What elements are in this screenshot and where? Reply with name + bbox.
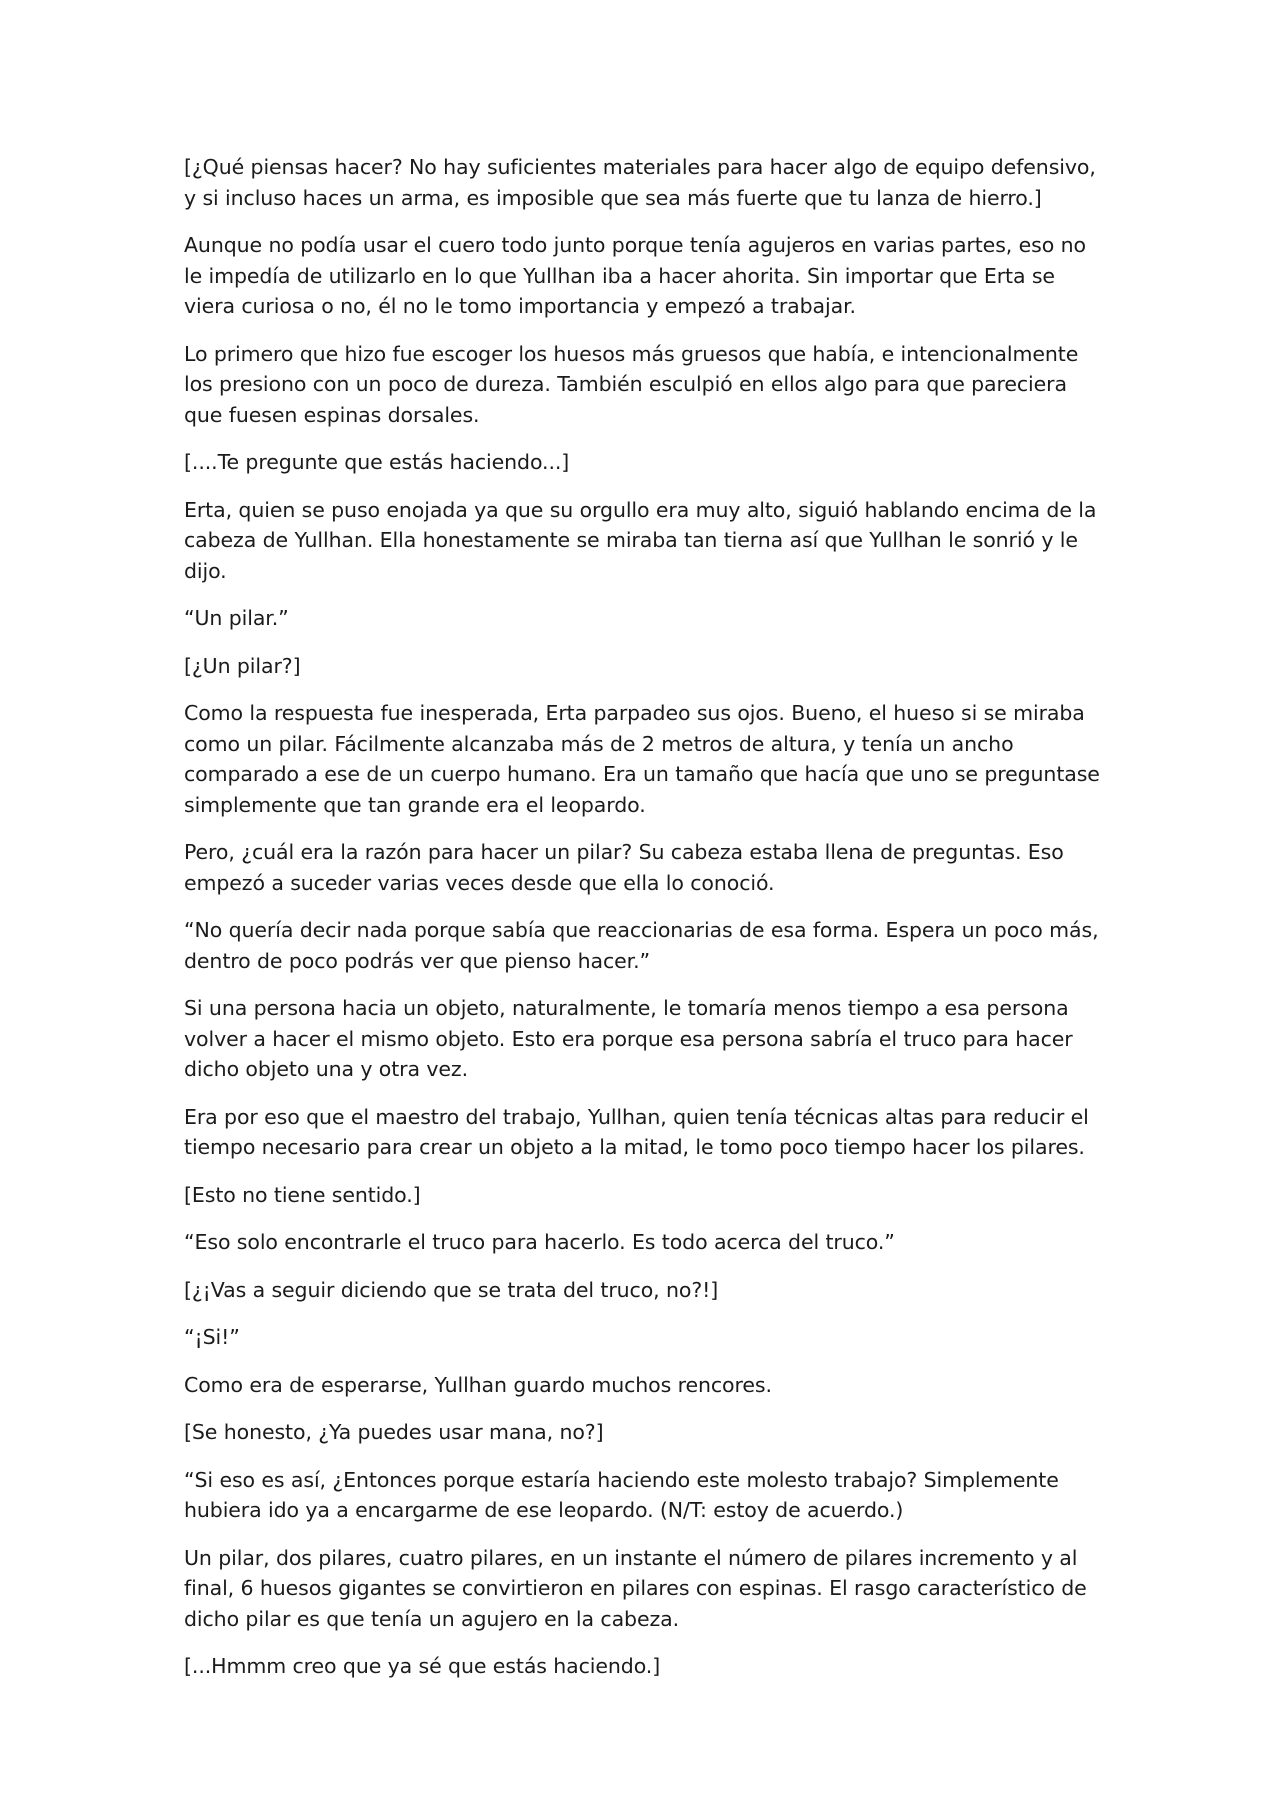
paragraph-4: [....Te pregunte que estás haciendo...] [184,450,570,474]
paragraph-11: Si una persona hacia un objeto, naturalmente, le tomaría menos tiempo a esa persona volver a hacer el mismo objeto. Esto era porque esa persona sabría el truco para hacer dicho objeto una y otra vez. [184,996,1073,1081]
paragraph-2: Aunque no podía usar el cuero todo junto porque tenía agujeros en varias partes, eso no le impedía de utilizarlo en lo que Yullhan iba a hacer ahorita. Sin importar que Erta se viera curiosa o no, él no le tomo importancia y empezó a trabajar. [184,233,1086,318]
paragraph-21: [...Hmmm creo que ya sé que estás haciendo.] [184,1654,661,1678]
paragraph-7: [¿Un pilar?] [184,653,301,678]
paragraph-12: Era por eso que el maestro del trabajo, Yullhan, quien tenía técnicas altas para reducir el tiempo necesario para crear un objeto a la mitad, le tomo poco tiempo hacer los pilares. [184,1104,1089,1159]
paragraph-1: [¿Qué piensas hacer? No hay suficientes materiales para hacer algo de equipo defensivo, y si incluso haces un arma, es imposible que sea más fuerte que tu lanza de hierro.] [184,155,1096,210]
paragraph-5: Erta, quien se puso enojada ya que su orgullo era muy alto, siguió hablando encima de la cabeza de Yullhan. Ella honestamente se miraba tan tierna así que Yullhan le sonrió y le dijo. [184,497,1097,583]
paragraph-14: “Eso solo encontrarle el truco para hacerlo. Es todo acerca del truco.” [184,1230,895,1254]
paragraph-16: “¡Si!” [184,1325,240,1349]
paragraph-3: Lo primero que hizo fue escoger los huesos más gruesos que había, e intencionalmente los presiono con un poco de dureza. También esculpió en ellos algo para que pareciera que fuesen espinas dorsales. [184,341,1079,427]
paragraph-13: [Esto no tiene sentido.] [184,1182,421,1207]
paragraph-18: [Se honesto, ¿Ya puedes usar mana, no?] [184,1420,604,1444]
paragraph-6: “Un pilar.” [184,606,289,630]
paragraph-8: Como la respuesta fue inesperada, Erta parpadeo sus ojos. Bueno, el hueso si se miraba como un pilar. Fácilmente alcanzaba más de 2 metros de altura, y tenía un ancho comparado a ese de un cuerpo humano. Era un tamaño que hacía que uno se preguntase simplemente que tan grande era el leopardo. [184,701,1100,817]
document-body [184,152,1104,1699]
paragraph-17: Como era de esperarse, Yullhan guardo muchos rencores. [184,1372,772,1397]
paragraph-20: Un pilar, dos pilares, cuatro pilares, en un instante el número de pilares incremento y al final, 6 huesos gigantes se convirtieron en pilares con espinas. El rasgo característico de dicho pilar es que tenía un agujero en la cabeza. [184,1545,1087,1631]
paragraph-10: “No quería decir nada porque sabía que reaccionarias de esa forma. Espera un poco más, dentro de poco podrás ver que pienso hacer.” [184,918,1099,973]
paragraph-19: “Si eso es así, ¿Entonces porque estaría haciendo este molesto trabajo? Simplemente hubiera ido ya a encargarme de ese leopardo. (N/T: estoy de acuerdo.) [184,1467,1059,1522]
paragraph-15: [¿¡Vas a seguir diciendo que se trata del truco, no?!] [184,1277,719,1302]
paragraph-9: Pero, ¿cuál era la razón para hacer un pilar? Su cabeza estaba llena de preguntas. Eso empezó a suceder varias veces desde que ella lo conoció. [184,840,1064,895]
